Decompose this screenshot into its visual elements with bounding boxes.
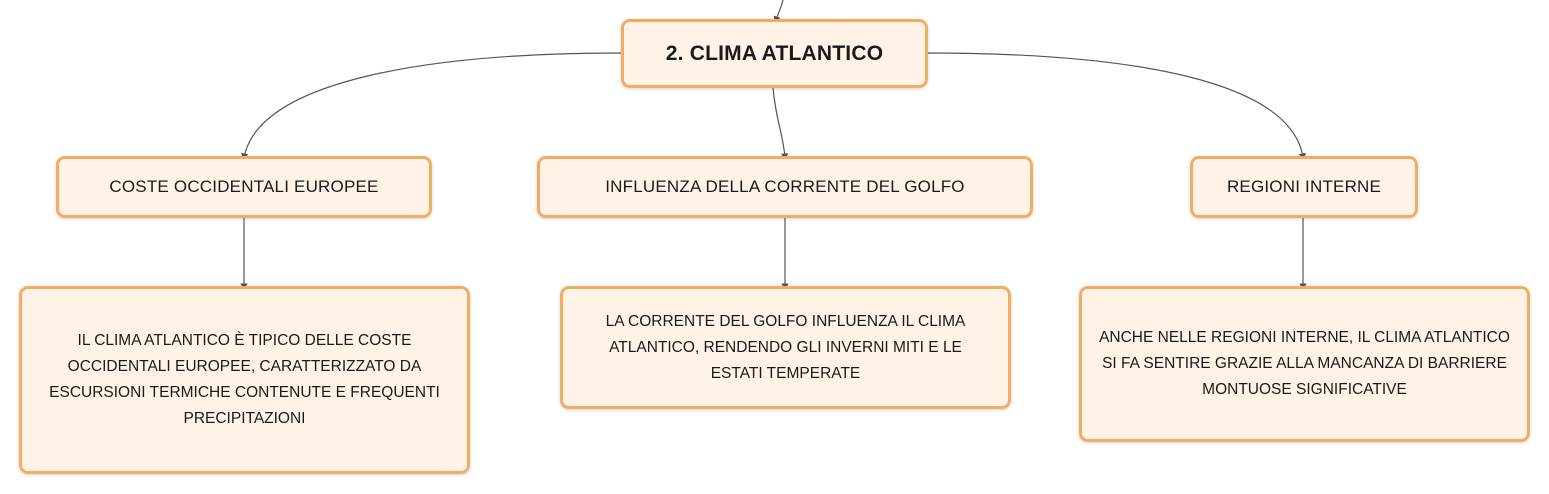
detail-node-text: ANCHE NELLE REGIONI INTERNE, IL CLIMA ATLANTICO SI FA SENTIRE GRAZIE ALLA MANCANZA DI BARRIERE MONTUOSE SIGNIFICATIVE — [1099, 329, 1510, 398]
detail-node-text: LA CORRENTE DEL GOLFO INFLUENZA IL CLIMA ATLANTICO, RENDENDO GLI INVERNI MITI E LE ESTATI TEMPERATE — [605, 312, 966, 382]
detail-node-regioni-interne[interactable] — [1079, 286, 1530, 442]
detail-node-text: IL CLIMA ATLANTICO È TIPICO DELLE COSTE OCCIDENTALI EUROPEE, CARATTERIZZATO DA ESCURSIONI TERMICHE CONTENUTE E FREQUENTI PRECIPITAZIONI — [49, 332, 440, 427]
topic-node-coste-occidentali[interactable] — [56, 156, 432, 218]
topic-node-label: REGIONI INTERNE — [1226, 177, 1382, 196]
connector-root-to-branch-2 — [773, 87, 785, 157]
topic-node-regioni-interne[interactable] — [1190, 156, 1418, 218]
topic-node-label: INFLUENZA DELLA CORRENTE DEL GOLFO — [605, 177, 965, 196]
root-node-label: 2. CLIMA ATLANTICO — [665, 41, 884, 65]
topic-node-label: COSTE OCCIDENTALI EUROPEE — [109, 177, 379, 196]
root-node[interactable] — [621, 19, 928, 88]
topic-node-corrente-del-golfo[interactable] — [537, 156, 1033, 218]
detail-node-corrente-del-golfo[interactable] — [560, 286, 1011, 409]
connector-parent-to-root — [776, 0, 783, 20]
connector-root-to-branch-1 — [244, 53, 622, 157]
connector-root-to-branch-3 — [927, 53, 1303, 157]
detail-node-coste-occidentali[interactable] — [19, 286, 470, 474]
